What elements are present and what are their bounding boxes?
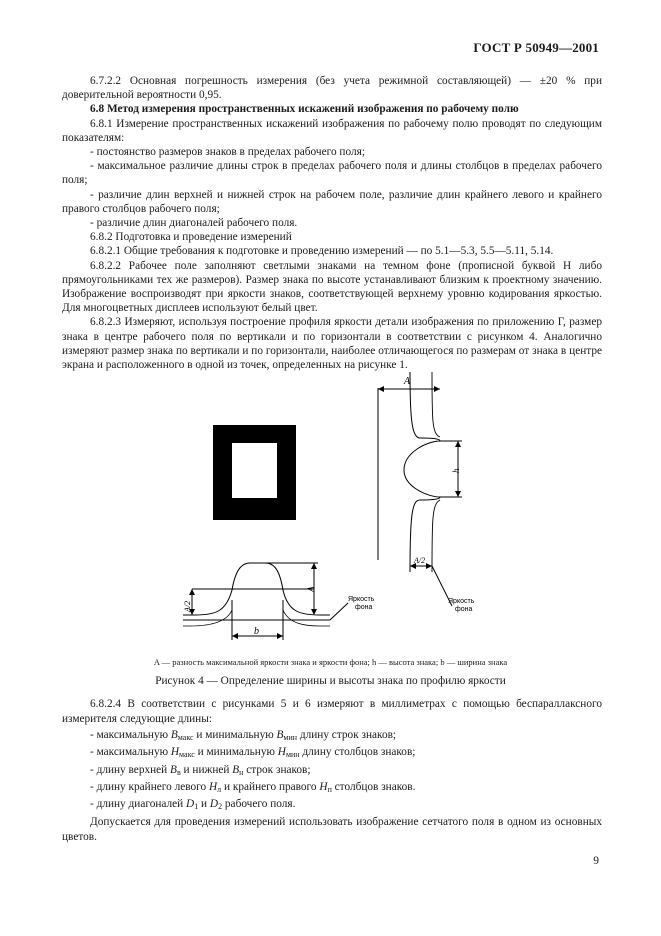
section-heading: 6.8 Метод измерения пространственных искажений изображения по рабочему полю [90,103,519,116]
figure-caption: Рисунок 4 — Определение ширины и высоты знака по профилю яркости [155,675,506,687]
paragraph: 6.8.2.1 Общие требования к подготовке и проведению измерений — по 5.1—5.3, 5.5—5.11, 5.14. [90,245,554,258]
paragraph: 6.8.1 Измерение пространственных искажений изображения по рабочему полю проводят по следующим показателям: [62,117,602,144]
character-window [232,443,277,498]
label-fon-left-2: фона [355,604,373,611]
paragraph: Допускается для проведения измерений использовать изображение сетчатого поля в одном из основных цветов. [62,815,602,844]
label-fon-right-1: Яркость [448,598,475,605]
label-h: h [451,468,461,473]
paragraph: 6.8.2.4 В соответствии с рисунками 5 и 6 измеряют в миллиметрах с помощью беспараллаксного измерителя следующие длины: [62,698,602,726]
list-item: - различие длин верхней и нижней строк на рабочем поле, различие длин крайнего левого и крайнего правого столбцов рабочего поля; [62,188,602,215]
list-item: - различие длин диагоналей рабочего поля. [90,217,298,230]
list-item: - максимальную $H_{макс}$ и минимальную $H_{мин}$ длину столбцов знаков; [90,746,416,760]
document-header: ГОСТ Р 50949—2001 [473,40,599,55]
figure-legend: A — разность максимальной яркости знака и яркости фона; h — высота знака; b — ширина знака [153,657,508,667]
list-item: - максимальную $B_{макс}$ и минимальную $B_{мин}$ длину строк знаков; [90,728,397,742]
label-fon-right-2: фона [455,606,473,613]
body-text-after [62,697,602,846]
label-half-a-left: A/2 [183,600,192,612]
label-fon-left-1: Яркость [348,596,375,603]
list-item: - максимальное различие длины строк в пределах рабочего поля и длины столбцов в пределах рабочего поля; [62,160,602,187]
list-item: - постоянство размеров знаков в пределах рабочего поля; [90,146,365,159]
subsection-heading: 6.8.2 Подготовка и проведение измерений [90,231,292,244]
list-item: - длину диагоналей $D_1$ и $D_2$ рабочего поля. [90,798,296,812]
list-item: - длину крайнего левого $H_л$ и крайнего правого $H_п$ столбцов знаков. [90,781,416,795]
list-item: - длину верхней $B_в$ и нижней $B_н$ строк знаков; [90,763,311,777]
label-b: b [254,626,259,637]
paragraph: 6.7.2.2 Основная погрешность измерения (без учета режимной составляющей) — ±20 % при доверительной вероятности 0,95. [62,75,602,102]
label-a: A [404,376,411,387]
label-a-small: A [306,586,316,592]
paragraph: 6.8.2.2 Рабочее поле заполняют светлыми знаками на темном фоне (прописной буквой Н либо прямоугольниками тех же размеров). Размер знака по высоте устанавливают близким к проектному значению. Изображение воспроизводят при яркости знаков, соответствующей верхнему уровню кодирования яркостью. Для многоцветных дисплеев используют белый цвет. [62,259,602,315]
label-half-a-right: A/2 [414,556,426,565]
paragraph: 6.8.2.3 Измеряют, используя построение профиля яркости детали изображения по приложению Г, размер знака в центре рабочего поля по вертикали и по горизонтали в соответствии с рисунком 4. Аналогично измеряют размер знака по вертикали и по горизонтали, наиболее отличающегося по размерам от знака в центре экрана и расположенного в одной из точек, определенных на рисунке 1. [62,316,602,372]
page-number: 9 [593,855,599,867]
